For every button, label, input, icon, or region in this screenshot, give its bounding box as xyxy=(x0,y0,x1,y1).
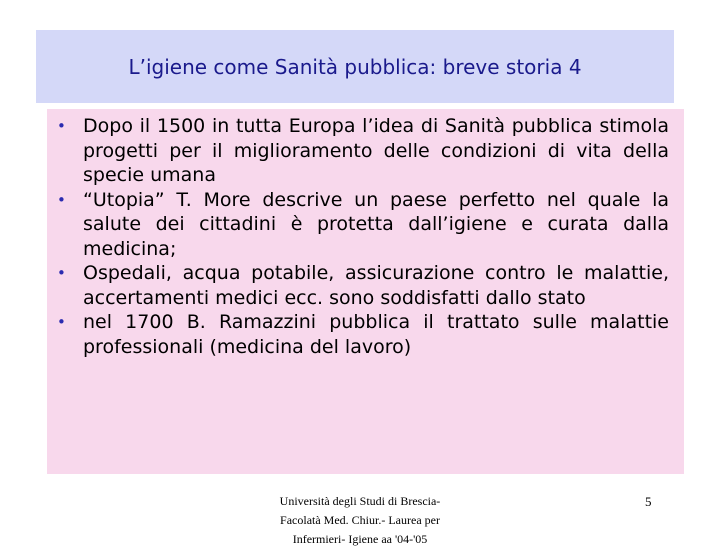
bullet-marker: • xyxy=(57,313,66,331)
slide-footer xyxy=(250,492,470,549)
bullet-text: “Utopia” T. More descrive un paese perfetto nel quale la salute dei cittadini è protetta dall’igiene e curata dalla medicina; xyxy=(83,188,669,260)
bullet-marker: • xyxy=(57,190,66,209)
bullet-item xyxy=(57,261,669,310)
bullet-item xyxy=(57,188,669,262)
bullet-list xyxy=(57,114,669,359)
bullet-item xyxy=(57,114,669,188)
bullet-marker: • xyxy=(57,117,66,135)
bullet-text: nel 1700 B. Ramazzini pubblica il trattato sulle malattie professionali (medicina del lavoro) xyxy=(83,311,669,358)
bullet-marker: • xyxy=(57,264,66,282)
footer-line: Facolatà Med. Chiur.- Laurea per xyxy=(280,513,440,527)
bullet-text: Ospedali, acqua potabile, assicurazione contro le malattie, accertamenti medici ecc. sono soddisfatti dallo stato xyxy=(83,262,669,309)
footer-line: Università degli Studi di Brescia- xyxy=(279,494,441,508)
slide-content-box xyxy=(47,109,684,474)
page-number: 5 xyxy=(645,494,652,509)
bullet-item xyxy=(57,310,669,359)
slide-title-bar xyxy=(36,30,674,103)
bullet-text: Dopo il 1500 in tutta Europa l’idea di Sanità pubblica stimola progetti per il miglioramento delle condizioni di vita della specie umana xyxy=(83,115,669,186)
slide-title: L’igiene come Sanità pubblica: breve storia 4 xyxy=(128,54,582,79)
footer-line: Infermieri- Igiene aa '04-'05 xyxy=(292,532,428,546)
